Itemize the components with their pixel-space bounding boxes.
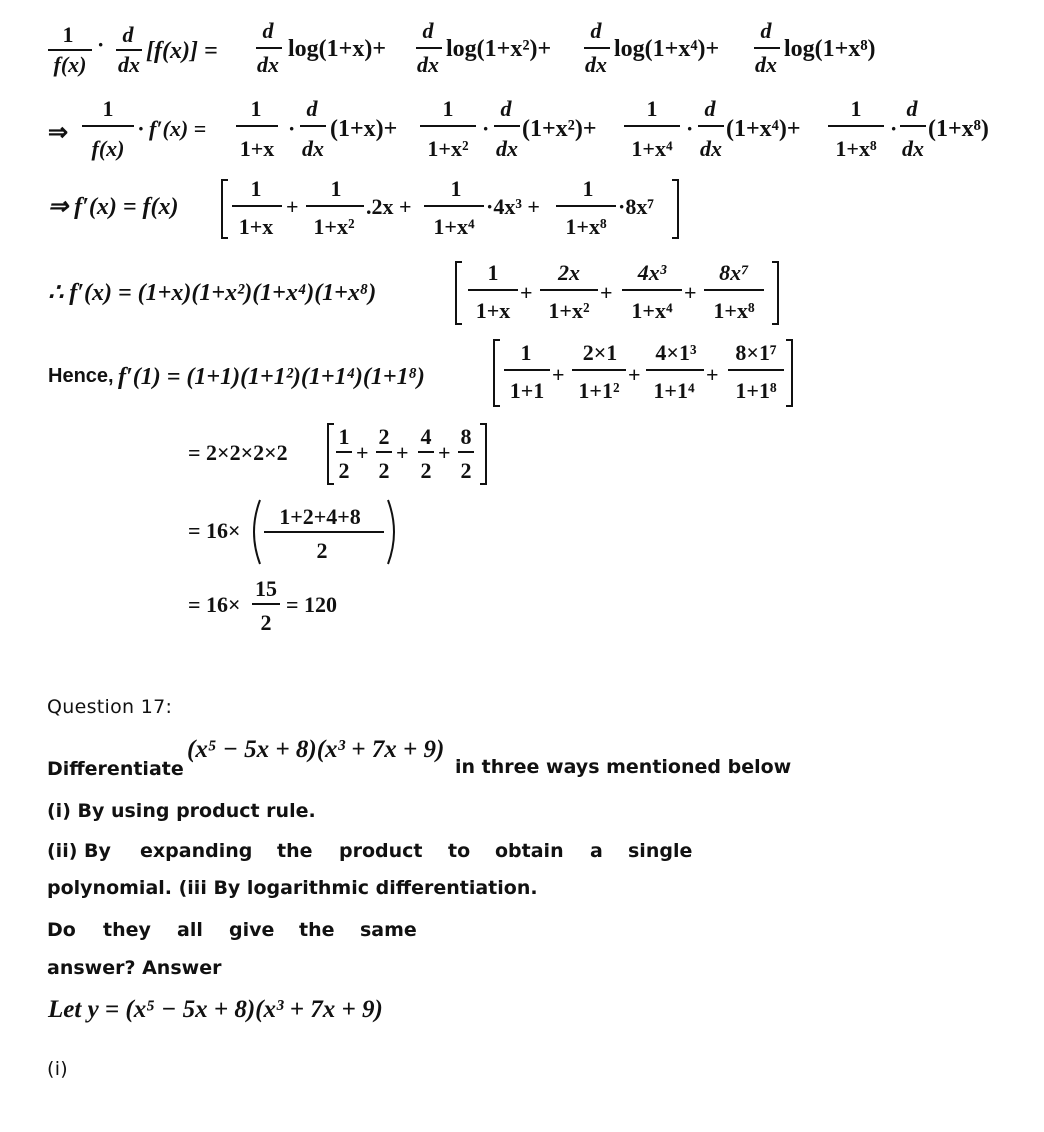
- svg-text:(1+x)+: (1+x)+: [330, 116, 398, 142]
- svg-text:+: +: [520, 280, 533, 305]
- svg-text:(1+x⁸): (1+x⁸): [928, 116, 989, 142]
- svg-text:8: 8: [460, 424, 472, 449]
- svg-text:= 16×: = 16×: [188, 592, 241, 617]
- svg-text:dx: dx: [302, 136, 324, 161]
- svg-text:dx: dx: [257, 52, 279, 77]
- svg-text:·8x⁷: ·8x⁷: [618, 194, 654, 219]
- svg-text:f(x): f(x): [91, 136, 125, 161]
- equation-line-6: [188, 424, 486, 484]
- svg-text:dx: dx: [496, 136, 518, 161]
- svg-text:1: 1: [450, 176, 462, 201]
- svg-text:d: d: [262, 18, 274, 43]
- svg-text:2: 2: [460, 458, 472, 483]
- log-term-3: log(1+x⁴)+: [614, 36, 720, 62]
- svg-text:1+1: 1+1: [509, 378, 545, 403]
- svg-text:dx: dx: [417, 52, 439, 77]
- equation-line-7: [188, 500, 394, 564]
- question-expression: (x⁵ − 5x + 8)(x³ + 7x + 9): [187, 736, 445, 763]
- svg-text:d: d: [500, 96, 512, 121]
- svg-text:1: 1: [442, 96, 454, 121]
- bracket-f-x: [f(x)] =: [146, 38, 218, 64]
- svg-text:2: 2: [316, 538, 328, 563]
- sixteen-times: = 16×: [188, 518, 241, 543]
- svg-text:1+x²: 1+x²: [427, 136, 469, 161]
- svg-text:1+1⁴: 1+1⁴: [653, 378, 695, 403]
- svg-text:(1+x²)+: (1+x²)+: [522, 116, 597, 142]
- svg-text:+: +: [600, 280, 613, 305]
- final-result: = 120: [286, 592, 338, 617]
- svg-text:d: d: [760, 18, 772, 43]
- svg-text:1+x⁴: 1+x⁴: [433, 214, 475, 239]
- svg-text:d: d: [590, 18, 602, 43]
- equation-line-8: [188, 576, 337, 635]
- f-prime-at-1: f′(1) = (1+1)(1+1²)(1+1⁴)(1+1⁸): [118, 364, 425, 390]
- svg-text:+: +: [684, 280, 697, 305]
- svg-text:1: 1: [250, 176, 262, 201]
- dx-operator: dx: [118, 52, 140, 77]
- svg-text:1: 1: [582, 176, 594, 201]
- log-term-2: log(1+x²)+: [446, 36, 552, 62]
- svg-text:·: ·: [890, 116, 898, 141]
- svg-text:+: +: [356, 440, 369, 465]
- equation-line-2: [48, 96, 989, 161]
- implies-arrow: ⇒: [48, 120, 69, 146]
- document-page: 1 f(x) · d dx [f(x)] = d dx log(1+x)+ d dx log(1+x²)+ d dx log(1+x⁴)+ d dx log(1+x⁸) ⇒ 1 f(x) · f′(x) = 1 1+x · d dx (1+x)+ 1 1+x² · d dx (1+x²)+ 1 1+x⁴ · d dx (1+x⁴)+ 1 1+x⁸ · d dx (1+x⁸) ⇒ f′(x) = f(x) 1 1+x + 1 1+x² .2x + 1 1+x⁴ ·4x³ + 1 1+x⁸ ·8x⁷ ∴ f′(x) = (1+x)(1+x²)(1+x⁴)(1+x⁸) 1 1+x + 2x 1+x² + 4x³ 1+x⁴ + 8x⁷ 1+x⁸ Hence, f′(1) = (1+1)(1+1²)(1+1⁴)(1+1⁸) 1 1+1 + 2×1 1+1² + 4×1³ 1+1⁴ + 8×1⁷ 1+1⁸ = 2×2×2×2 1 2 + 2 2 + 4 2 + 8 2 = 16× 1+2+4+8 2 = 16× 15 2 = 120 Question 17: Differentiate (x⁵ − 5x + 8)(x³ + 7x + 9) in three ways mentioned below (i) By using product rule. (ii) By expanding the product to obtain a single polynomial. (iii By logarithmic differentiation. Do they all give the same answer? Answer Let y = (x⁵ − 5x + 8)(x³ + 7x + 9) (i): [0, 0, 1044, 1132]
- svg-text:4×1³: 4×1³: [655, 340, 697, 365]
- svg-text:dx: dx: [700, 136, 722, 161]
- sum-numerator: 1+2+4+8: [279, 504, 361, 529]
- equation-line-1: [48, 18, 876, 77]
- f-prime-lhs: · f′(x) =: [138, 116, 207, 141]
- svg-text:d: d: [306, 96, 318, 121]
- svg-text:dx: dx: [585, 52, 607, 77]
- svg-text:1+x: 1+x: [475, 298, 511, 323]
- answer-label: answer? Answer: [47, 957, 222, 979]
- svg-text:+: +: [438, 440, 451, 465]
- svg-text:·4x³ +: ·4x³ +: [486, 194, 540, 219]
- svg-text:1: 1: [330, 176, 342, 201]
- svg-text:1+x⁴: 1+x⁴: [631, 298, 673, 323]
- svg-text:1: 1: [646, 96, 658, 121]
- part-i-text: (i) By using product rule.: [47, 800, 316, 822]
- svg-text:1+x: 1+x: [239, 136, 275, 161]
- svg-text:2: 2: [378, 458, 390, 483]
- svg-text:1: 1: [250, 96, 262, 121]
- part-ii-line-2: polynomial. (iii By logarithmic differentiation.: [47, 877, 538, 899]
- differentiate-label: Differentiate: [47, 758, 184, 780]
- equation-line-3: [48, 176, 678, 239]
- equation-line-4: [48, 260, 778, 324]
- svg-text:+: +: [706, 362, 719, 387]
- question-heading: Question 17:: [47, 696, 173, 718]
- svg-text:8x⁷: 8x⁷: [719, 260, 749, 285]
- let-y-equation: Let y = (x⁵ − 5x + 8)(x³ + 7x + 9): [48, 996, 383, 1023]
- svg-text:2: 2: [338, 458, 350, 483]
- svg-text:4: 4: [420, 424, 432, 449]
- svg-text:1+1²: 1+1²: [578, 378, 620, 403]
- svg-text:1: 1: [520, 340, 532, 365]
- svg-text:15: 15: [255, 576, 277, 601]
- svg-text:2x: 2x: [558, 260, 580, 285]
- part-i-label: (i): [47, 1058, 69, 1080]
- therefore-f-prime: ∴ f′(x) = (1+x)(1+x²)(1+x⁴)(1+x⁸): [48, 280, 377, 306]
- equation-line-5: [48, 340, 792, 406]
- svg-text:d: d: [422, 18, 434, 43]
- svg-text:+: +: [286, 194, 299, 219]
- svg-text:1: 1: [102, 96, 114, 121]
- svg-text:1+x⁸: 1+x⁸: [565, 214, 607, 239]
- question-tail: in three ways mentioned below: [455, 756, 792, 778]
- svg-text:·: ·: [288, 116, 296, 141]
- d-operator: d: [122, 22, 134, 47]
- svg-text:.2x +: .2x +: [366, 194, 412, 219]
- hence-label: Hence,: [48, 365, 114, 387]
- product-of-twos: = 2×2×2×2: [188, 440, 288, 465]
- svg-text:1: 1: [338, 424, 350, 449]
- svg-text:2×1: 2×1: [582, 340, 618, 365]
- svg-text:1+x²: 1+x²: [548, 298, 590, 323]
- svg-text:dx: dx: [902, 136, 924, 161]
- svg-text:+: +: [552, 362, 565, 387]
- svg-text:1+x⁴: 1+x⁴: [631, 136, 673, 161]
- svg-text:1: 1: [850, 96, 862, 121]
- svg-text:2: 2: [420, 458, 432, 483]
- svg-text:d: d: [704, 96, 716, 121]
- svg-text:dx: dx: [755, 52, 777, 77]
- svg-text:1+x: 1+x: [238, 214, 274, 239]
- svg-text:·: ·: [97, 32, 105, 57]
- f-prime-equals: ⇒ f′(x) = f(x): [48, 194, 179, 220]
- svg-text:4x³: 4x³: [637, 260, 667, 285]
- svg-text:(1+x⁴)+: (1+x⁴)+: [726, 116, 801, 142]
- svg-text:1+x⁸: 1+x⁸: [713, 298, 755, 323]
- svg-text:+: +: [396, 440, 409, 465]
- svg-text:1: 1: [487, 260, 499, 285]
- log-term-4: log(1+x⁸): [784, 36, 876, 62]
- svg-text:1+1⁸: 1+1⁸: [735, 378, 777, 403]
- svg-text:1+x⁸: 1+x⁸: [835, 136, 877, 161]
- log-term-1: log(1+x)+: [288, 36, 387, 62]
- svg-text:1+x²: 1+x²: [313, 214, 355, 239]
- svg-text:+: +: [628, 362, 641, 387]
- svg-text:2: 2: [378, 424, 390, 449]
- svg-text:8×1⁷: 8×1⁷: [735, 340, 777, 365]
- frac-denominator: f(x): [53, 52, 87, 77]
- frac-numerator: 1: [62, 22, 74, 47]
- svg-text:·: ·: [482, 116, 490, 141]
- svg-text:d: d: [906, 96, 918, 121]
- svg-text:·: ·: [686, 116, 694, 141]
- svg-text:2: 2: [260, 610, 272, 635]
